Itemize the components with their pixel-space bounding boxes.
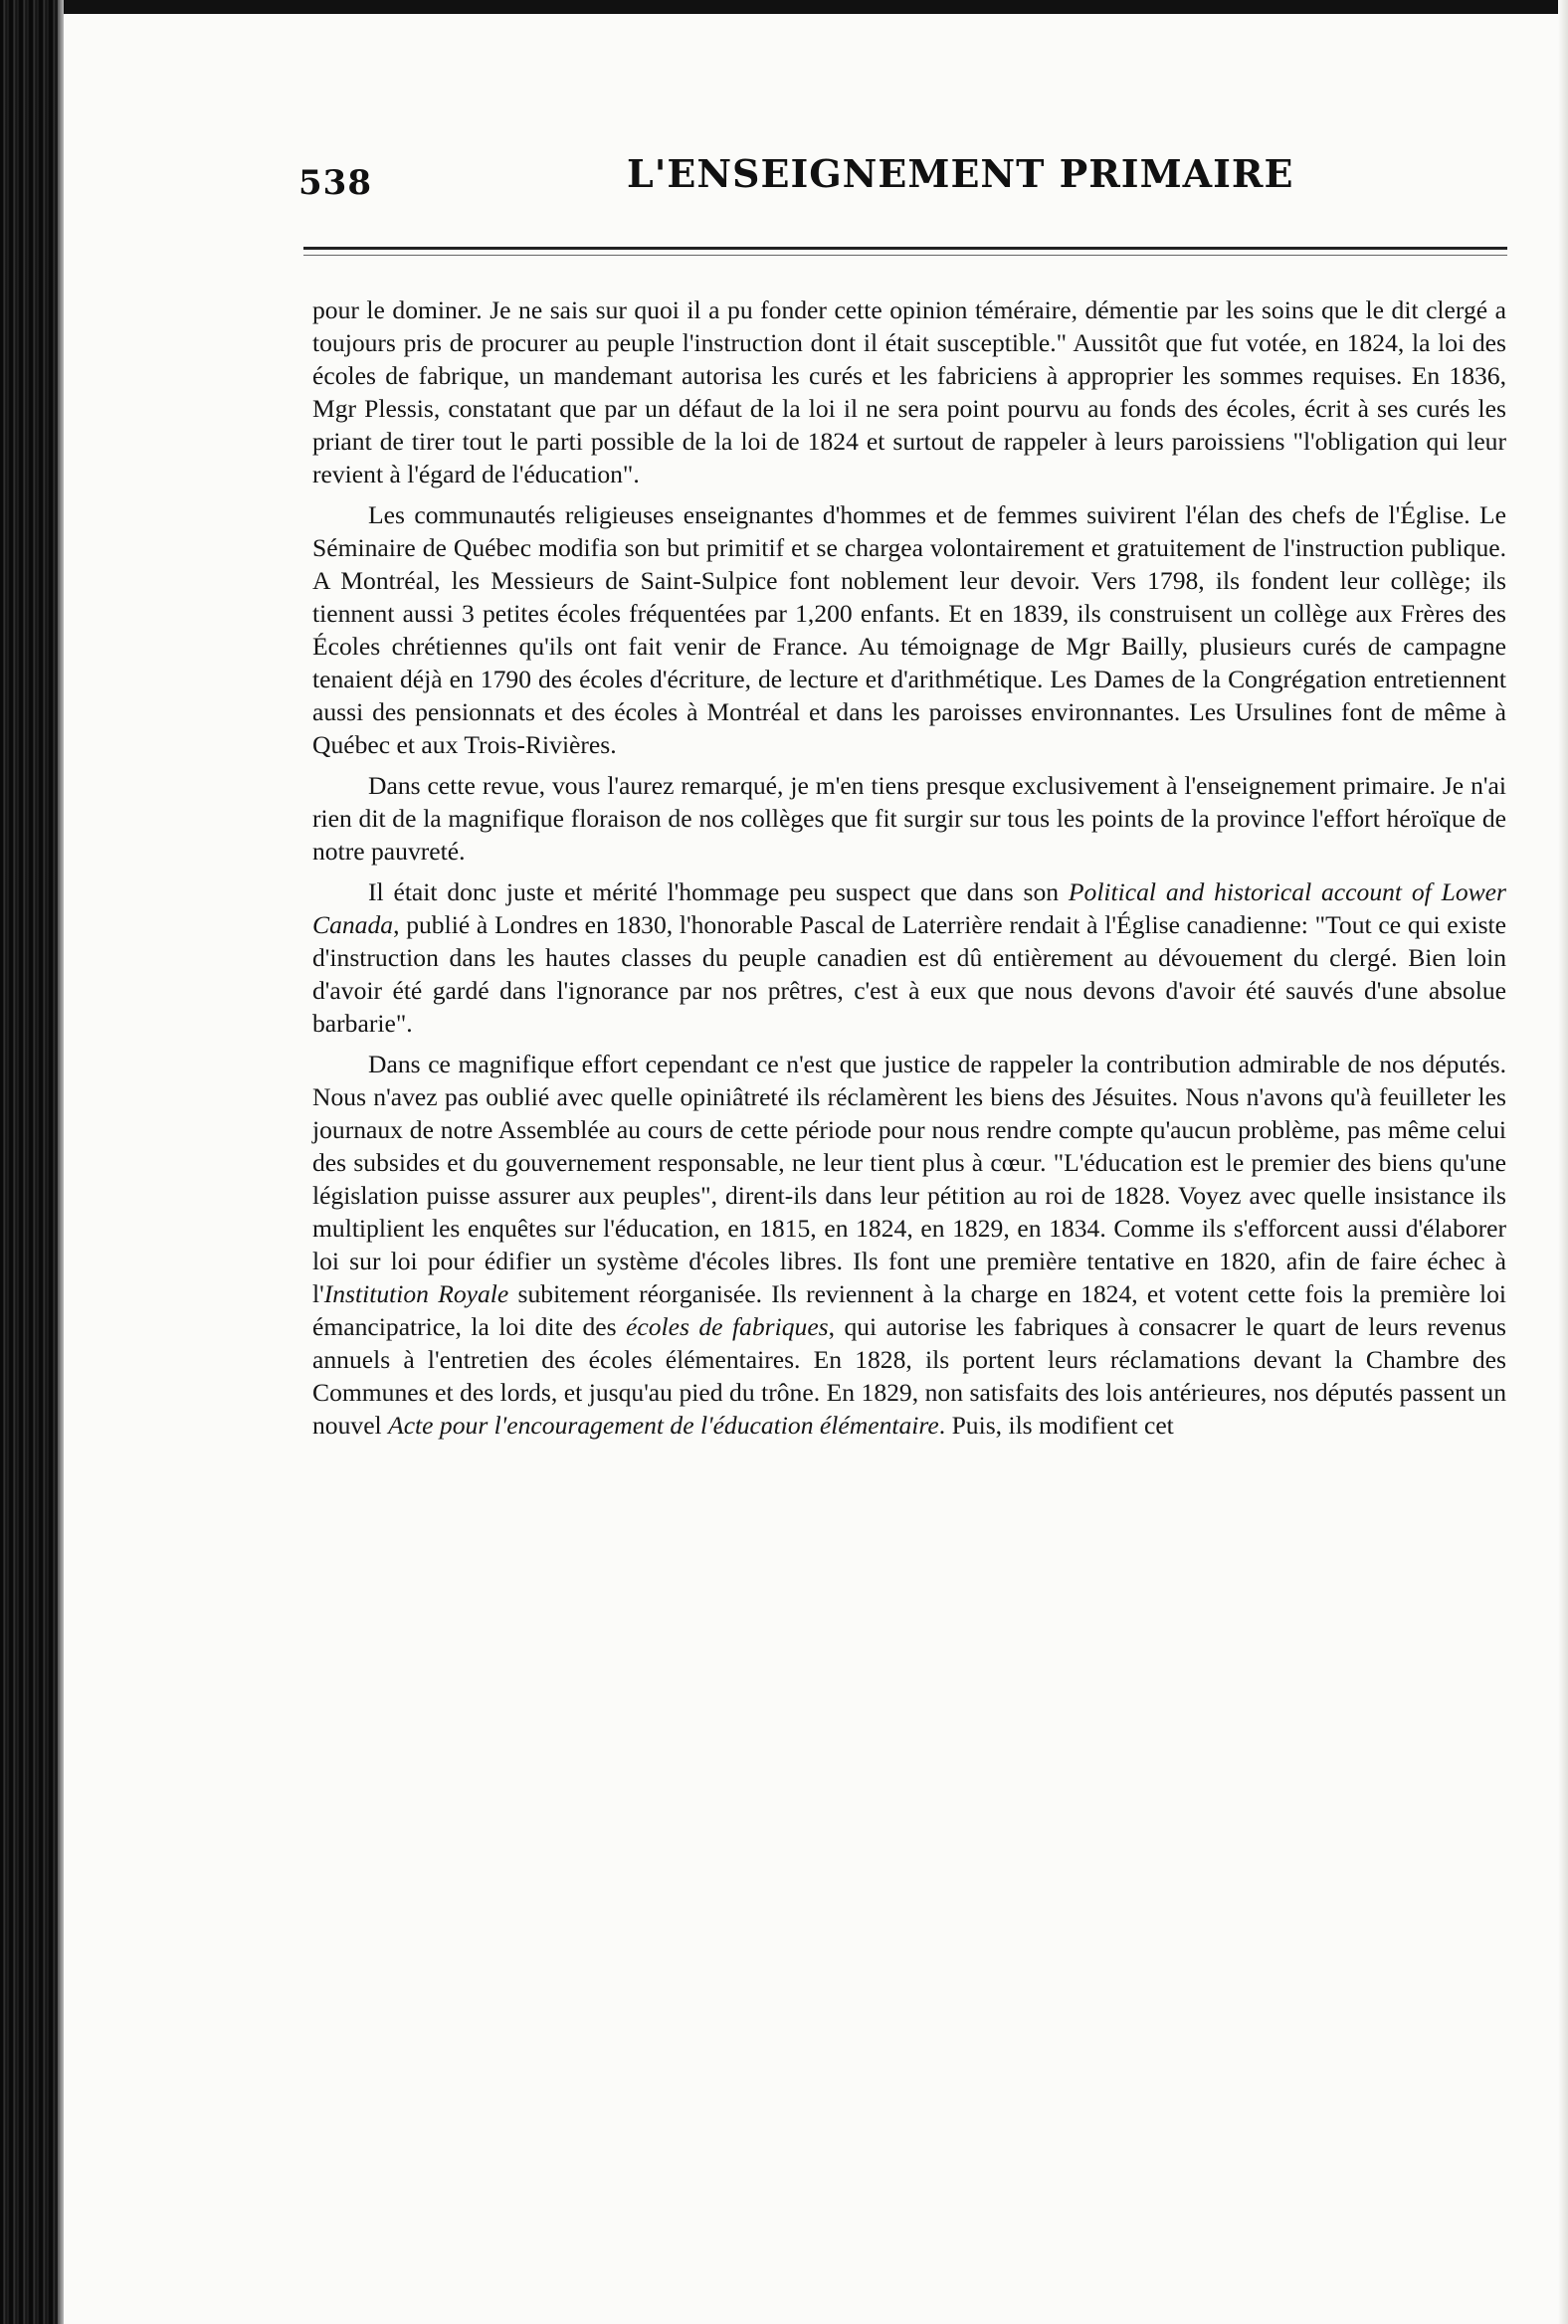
text-run: , publié à Londres en 1830, l'honorable Pascal de Laterrière rendait à l'Église canadienne: "Tout ce qui existe d'instruction dans les hautes classes du peuple canadien est dû entièrement au dévouement du clergé. Bien loin d'avoir été gardé dans l'ignorance par nos prêtres, c'est à eux que nous devons d'avoir été sauvés d'une absolue barbarie". (312, 910, 1506, 1038)
italic-title: Acte pour l'encouragement de l'éducation élémentaire (388, 1411, 939, 1440)
italic-term: écoles de fabriques (626, 1312, 829, 1341)
italic-term: Institution Royale (323, 1279, 509, 1308)
text-run: . Puis, ils modifient cet (938, 1411, 1174, 1440)
running-title: L'ENSEIGNEMENT PRIMAIRE (627, 151, 1294, 196)
header-rule (303, 247, 1507, 250)
book-binding (0, 0, 58, 2324)
paragraph (312, 1048, 1506, 1442)
page-edge-shadow (1558, 0, 1568, 2324)
text-run: , qui autorise les fabriques à consacrer le quart de leurs revenus annuels à l'entretien des écoles élémentaires. En 1828, ils portent leurs réclamations devant la Chambre des Communes et des lords, et jusqu'au pied du trône. En 1829, non satisfaits des lois antérieures, nos députés passent un nouvel (312, 1312, 1506, 1440)
paragraph: Les communautés religieuses enseignantes d'hommes et de femmes suivirent l'élan des chefs de l'Église. Le Séminaire de Québec modifia son but primitif et se chargea volontairement et gratuitement de l'instruction publique. A Montréal, les Messieurs de Saint-Sulpice font noblement leur devoir. Vers 1798, ils fondent leur collège; ils tiennent aussi 3 petites écoles fréquentées par 1,200 enfants. Et en 1839, ils construisent un collège aux Frères des Écoles chrétiennes qu'ils ont fait venir de France. Au témoignage de Mgr Bailly, plusieurs curés de campagne tenaient déjà en 1790 des écoles d'écriture, de lecture et d'arithmétique. Les Dames de la Congrégation entretiennent aussi des pensionnats et des écoles à Montréal et dans les paroisses environnantes. Les Ursulines font de même à Québec et aux Trois-Rivières. (312, 500, 1506, 759)
scan-top-edge (0, 0, 1568, 14)
body-text (312, 293, 1506, 1450)
page-number: 538 (298, 163, 372, 203)
italic-title: Political and historical account of Lower Canada (312, 877, 1507, 939)
page-header (298, 149, 1492, 209)
text-run: Il était donc juste et mérité l'hommage peu suspect que dans son (368, 877, 1069, 906)
paragraph: Dans cette revue, vous l'aurez remarqué, je m'en tiens presque exclusivement à l'enseignement primaire. Je n'ai rien dit de la magnifique floraison de nos collèges que fit surgir sur tous les points de la province l'effort héroïque de notre pauvreté. (312, 771, 1506, 866)
text-run: Dans ce magnifique effort cependant ce n'est que justice de rappeler la contribution admirable de nos députés. Nous n'avez pas oublié avec quelle opiniâtreté ils réclamèrent les biens des Jésuites. Nous n'avons qu'à feuilleter les journaux de notre Assemblée au cours de cette période pour nous rendre compte qu'aucun problème, pas même celui des subsides et du gouvernement responsable, ne leur tient plus à cœur. "L'éducation est le premier des biens qu'une législation puisse assurer aux peuples", dirent-ils dans leur pétition au roi de 1828. Voyez avec quelle insistance ils multiplient les enquêtes sur l'éducation, en 1815, en 1824, en 1829, en 1834. Comme ils s'efforcent aussi d'élaborer loi sur loi pour édifier un système d'écoles libres. Ils font une première tentative en 1820, afin de faire échec à l' (312, 1050, 1506, 1308)
text-run: subitement réorganisée. Ils reviennent à la charge en 1824, et votent cette fois la première loi émancipatrice, la loi dite des (312, 1279, 1506, 1341)
paragraph (312, 875, 1506, 1040)
header-rule-thin (303, 255, 1507, 256)
paragraph: pour le dominer. Je ne sais sur quoi il a pu fonder cette opinion téméraire, démentie par les soins que le dit clergé a toujours pris de procurer au peuple l'instruction dont il était susceptible." Aussitôt que fut votée, en 1824, la loi des écoles de fabrique, un mandemant autorisa les curés et les fabriciens à approprier les sommes requises. En 1836, Mgr Plessis, constatant que par un défaut de la loi il ne sera point pourvu au fonds des écoles, écrit à ses curés les priant de tirer tout le parti possible de la loi de 1824 et surtout de rappeler à leurs paroissiens "l'obligation qui leur revient à l'égard de l'éducation". (312, 295, 1506, 488)
